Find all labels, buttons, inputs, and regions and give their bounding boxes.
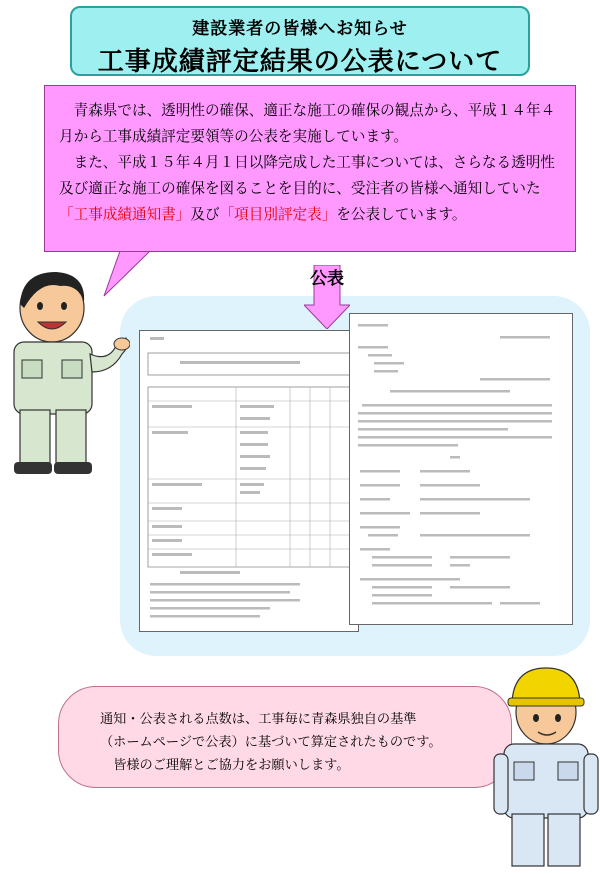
notice-document xyxy=(349,313,573,625)
worker-character-helmet xyxy=(490,662,600,874)
intro-p2-text: また、平成１５年４月１日以降完成した工事については、さらなる透明性及び適正な施工の確保を図ることを目的に、受注者の皆様へ通知していた xyxy=(59,154,555,197)
doc-name-notice: 「工事成績通知書」 xyxy=(59,206,191,223)
doc-name-table: 「項目別評定表」 xyxy=(219,206,337,223)
publish-arrow xyxy=(304,265,350,329)
intro-p2-end: を公表しています。 xyxy=(336,206,467,223)
notice-text xyxy=(100,708,500,777)
notice-line-2: （ホームページで公表）に基づいて算定されたものです。 xyxy=(100,735,442,750)
intro-paragraph-1: 青森県では、透明性の確保、適正な施工の確保の観点から、平成１４年４月から工事成績評定要領等の公表を実施しています。 xyxy=(59,102,556,145)
worker-character-pointing xyxy=(0,268,130,478)
notice-document-illustration xyxy=(350,314,572,624)
intro-paragraph-2 xyxy=(59,150,563,228)
table-document-illustration xyxy=(140,331,358,631)
notice-line-3: 皆様のご理解とご協力をお願いします。 xyxy=(113,758,350,773)
subtitle: 建設業者の皆様へお知らせ xyxy=(192,19,408,39)
page-title: 工事成績評定結果の公表について xyxy=(97,47,503,77)
item-evaluation-table-document xyxy=(139,330,359,632)
notice-line-1: 通知・公表される点数は、工事毎に青森県独自の基準 xyxy=(100,712,417,727)
conjunction: 及び xyxy=(190,206,220,223)
publish-label: 公表 xyxy=(310,269,344,289)
intro-speech-bubble xyxy=(44,85,576,252)
